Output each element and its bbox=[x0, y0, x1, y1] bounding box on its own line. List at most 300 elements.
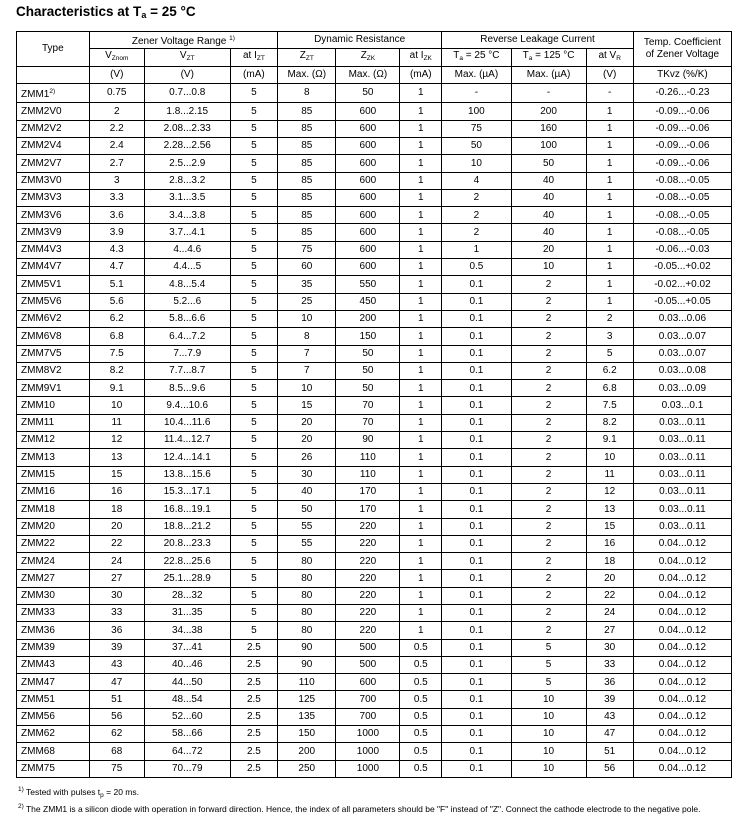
zzt-cell: 85 bbox=[278, 137, 336, 154]
ir125-cell: 100 bbox=[511, 137, 586, 154]
zzt-cell: 10 bbox=[278, 380, 336, 397]
izk-cell: 0.5 bbox=[400, 639, 442, 656]
table-row bbox=[17, 259, 732, 276]
vr-cell: 16 bbox=[586, 535, 633, 552]
zzk-cell: 200 bbox=[336, 310, 400, 327]
ir25-cell: 0.1 bbox=[442, 328, 511, 345]
header-ir25-main: T bbox=[453, 49, 460, 61]
type-label: ZMM16 bbox=[21, 486, 55, 498]
unit-cell: (mA) bbox=[230, 66, 277, 83]
vzt-cell: 64...72 bbox=[144, 743, 230, 760]
vr-cell: 12 bbox=[586, 483, 633, 500]
header-izk-main: at I bbox=[409, 49, 424, 61]
izk-cell: 1 bbox=[400, 501, 442, 518]
tk-cell: 0.03...0.09 bbox=[633, 380, 731, 397]
ir125-cell: 2 bbox=[511, 293, 586, 310]
type-label: ZMM4V7 bbox=[21, 261, 62, 273]
zzk-cell: 600 bbox=[336, 155, 400, 172]
type-cell bbox=[17, 172, 90, 189]
vzt-cell: 58...66 bbox=[144, 726, 230, 743]
ir125-cell: 2 bbox=[511, 328, 586, 345]
zzt-cell: 90 bbox=[278, 656, 336, 673]
type-label: ZMM3V0 bbox=[21, 174, 62, 186]
vnom-cell: 22 bbox=[89, 535, 144, 552]
izk-cell: 1 bbox=[400, 553, 442, 570]
tk-cell: 0.04...0.12 bbox=[633, 691, 731, 708]
header-izk-sub: ZK bbox=[423, 54, 432, 62]
tk-cell: 0.03...0.1 bbox=[633, 397, 731, 414]
zzt-cell: 80 bbox=[278, 570, 336, 587]
table-row bbox=[17, 328, 732, 345]
vnom-cell: 6.8 bbox=[89, 328, 144, 345]
ir125-cell: 2 bbox=[511, 518, 586, 535]
vzt-cell: 9.4...10.6 bbox=[144, 397, 230, 414]
type-cell bbox=[17, 310, 90, 327]
header-zzk bbox=[336, 49, 400, 66]
tk-cell: 0.04...0.12 bbox=[633, 743, 731, 760]
ir25-cell: 0.1 bbox=[442, 639, 511, 656]
ir125-cell: 2 bbox=[511, 466, 586, 483]
vr-cell: 18 bbox=[586, 553, 633, 570]
type-label: ZMM20 bbox=[21, 520, 55, 532]
zzt-cell: 85 bbox=[278, 103, 336, 120]
izt-cell: 2.5 bbox=[230, 656, 277, 673]
vr-cell: 1 bbox=[586, 103, 633, 120]
type-label: ZMM4V3 bbox=[21, 244, 62, 256]
ir125-cell: 2 bbox=[511, 449, 586, 466]
ir125-cell: 10 bbox=[511, 259, 586, 276]
table-row bbox=[17, 587, 732, 604]
zzk-cell: 500 bbox=[336, 639, 400, 656]
zzk-cell: 600 bbox=[336, 224, 400, 241]
ir25-cell: 1 bbox=[442, 241, 511, 258]
type-label: ZMM43 bbox=[21, 659, 55, 671]
zzt-cell: 7 bbox=[278, 345, 336, 362]
type-cell bbox=[17, 726, 90, 743]
table-row bbox=[17, 656, 732, 673]
type-cell bbox=[17, 155, 90, 172]
ir125-cell: 2 bbox=[511, 501, 586, 518]
ir125-cell: 2 bbox=[511, 483, 586, 500]
izt-cell: 5 bbox=[230, 259, 277, 276]
table-row bbox=[17, 743, 732, 760]
zzk-cell: 600 bbox=[336, 172, 400, 189]
type-label: ZMM75 bbox=[21, 763, 55, 775]
table-row bbox=[17, 276, 732, 293]
izt-cell: 5 bbox=[230, 622, 277, 639]
vr-cell: 1 bbox=[586, 120, 633, 137]
type-label: ZMM5V6 bbox=[21, 296, 62, 308]
vr-cell: 3 bbox=[586, 328, 633, 345]
zzt-cell: 200 bbox=[278, 743, 336, 760]
izk-cell: 1 bbox=[400, 345, 442, 362]
type-label: ZMM47 bbox=[21, 676, 55, 688]
type-label: ZMM3V3 bbox=[21, 192, 62, 204]
unit-cell: Max. (µA) bbox=[511, 66, 586, 83]
vr-cell: 56 bbox=[586, 760, 633, 777]
vzt-cell: 7.7...8.7 bbox=[144, 362, 230, 379]
type-label: ZMM36 bbox=[21, 624, 55, 636]
type-cell bbox=[17, 276, 90, 293]
zzk-cell: 110 bbox=[336, 449, 400, 466]
ir125-cell: 5 bbox=[511, 639, 586, 656]
izk-cell: 1 bbox=[400, 605, 442, 622]
izk-cell: 1 bbox=[400, 328, 442, 345]
vzt-cell: 2.8...3.2 bbox=[144, 172, 230, 189]
footnote-1-mark: 1) bbox=[18, 786, 24, 793]
table-row bbox=[17, 518, 732, 535]
zzt-cell: 85 bbox=[278, 224, 336, 241]
vzt-cell: 4.8...5.4 bbox=[144, 276, 230, 293]
ir125-cell: 10 bbox=[511, 760, 586, 777]
tk-cell: -0.08...-0.05 bbox=[633, 172, 731, 189]
footnote-2-mark: 2) bbox=[18, 803, 24, 810]
izt-cell: 5 bbox=[230, 345, 277, 362]
type-cell bbox=[17, 120, 90, 137]
izk-cell: 1 bbox=[400, 414, 442, 431]
unit-cell: Max. (Ω) bbox=[278, 66, 336, 83]
ir25-cell: 2 bbox=[442, 224, 511, 241]
vnom-cell: 20 bbox=[89, 518, 144, 535]
vnom-cell: 56 bbox=[89, 708, 144, 725]
vr-cell: - bbox=[586, 83, 633, 103]
vzt-cell: 7...7.9 bbox=[144, 345, 230, 362]
type-cell bbox=[17, 605, 90, 622]
vzt-cell: 70...79 bbox=[144, 760, 230, 777]
zzk-cell: 220 bbox=[336, 587, 400, 604]
zzk-cell: 220 bbox=[336, 535, 400, 552]
zzk-cell: 220 bbox=[336, 605, 400, 622]
vnom-cell: 2.4 bbox=[89, 137, 144, 154]
header-ir125-sub: a bbox=[528, 54, 533, 62]
title-prefix: Characteristics at T bbox=[16, 4, 142, 19]
type-cell bbox=[17, 293, 90, 310]
zzk-cell: 50 bbox=[336, 380, 400, 397]
ir25-cell: 0.1 bbox=[442, 293, 511, 310]
tk-cell: -0.08...-0.05 bbox=[633, 189, 731, 206]
ir25-cell: 0.1 bbox=[442, 501, 511, 518]
izt-cell: 5 bbox=[230, 241, 277, 258]
zzk-cell: 220 bbox=[336, 553, 400, 570]
type-label: ZMM30 bbox=[21, 590, 55, 602]
type-cell bbox=[17, 743, 90, 760]
ir25-cell: 4 bbox=[442, 172, 511, 189]
unit-cell: (V) bbox=[144, 66, 230, 83]
ir125-cell: 2 bbox=[511, 432, 586, 449]
tk-cell: -0.08...-0.05 bbox=[633, 207, 731, 224]
zzk-cell: 50 bbox=[336, 345, 400, 362]
table-row bbox=[17, 224, 732, 241]
tk-cell: 0.04...0.12 bbox=[633, 605, 731, 622]
ir25-cell: 2 bbox=[442, 207, 511, 224]
type-footnote-mark: 2) bbox=[49, 87, 56, 95]
header-dynamic-resistance: Dynamic Resistance bbox=[278, 32, 442, 49]
zzk-cell: 170 bbox=[336, 483, 400, 500]
ir125-cell: 40 bbox=[511, 207, 586, 224]
vr-cell: 1 bbox=[586, 207, 633, 224]
zzk-cell: 220 bbox=[336, 570, 400, 587]
izk-cell: 1 bbox=[400, 207, 442, 224]
type-cell bbox=[17, 674, 90, 691]
ir125-cell: 2 bbox=[511, 570, 586, 587]
vr-cell: 11 bbox=[586, 466, 633, 483]
title-suffix: = 25 °C bbox=[146, 4, 196, 19]
izk-cell: 1 bbox=[400, 137, 442, 154]
vzt-cell: 1.8...2.15 bbox=[144, 103, 230, 120]
ir125-cell: 2 bbox=[511, 362, 586, 379]
izk-cell: 0.5 bbox=[400, 691, 442, 708]
type-cell bbox=[17, 397, 90, 414]
tk-cell: 0.04...0.12 bbox=[633, 570, 731, 587]
type-cell bbox=[17, 483, 90, 500]
ir125-cell: 2 bbox=[511, 605, 586, 622]
vzt-cell: 5.2...6 bbox=[144, 293, 230, 310]
vzt-cell: 16.8...19.1 bbox=[144, 501, 230, 518]
izk-cell: 1 bbox=[400, 518, 442, 535]
tk-cell: -0.05...+0.05 bbox=[633, 293, 731, 310]
zzt-cell: 55 bbox=[278, 535, 336, 552]
zzt-cell: 7 bbox=[278, 362, 336, 379]
vr-cell: 10 bbox=[586, 449, 633, 466]
type-cell bbox=[17, 207, 90, 224]
vr-cell: 1 bbox=[586, 241, 633, 258]
vzt-cell: 2.08...2.33 bbox=[144, 120, 230, 137]
header-type: Type bbox=[17, 32, 90, 67]
header-vznom bbox=[89, 49, 144, 66]
zzk-cell: 600 bbox=[336, 103, 400, 120]
table-body bbox=[17, 83, 732, 777]
vzt-cell: 48...54 bbox=[144, 691, 230, 708]
zzt-cell: 15 bbox=[278, 397, 336, 414]
zzk-cell: 70 bbox=[336, 397, 400, 414]
ir25-cell: 0.1 bbox=[442, 760, 511, 777]
type-label: ZMM15 bbox=[21, 469, 55, 481]
izt-cell: 5 bbox=[230, 501, 277, 518]
footnote-1 bbox=[18, 784, 738, 801]
type-cell bbox=[17, 362, 90, 379]
ir125-cell: 10 bbox=[511, 726, 586, 743]
vnom-cell: 12 bbox=[89, 432, 144, 449]
vnom-cell: 4.7 bbox=[89, 259, 144, 276]
table-row bbox=[17, 241, 732, 258]
ir25-cell: 0.1 bbox=[442, 397, 511, 414]
vr-cell: 7.5 bbox=[586, 397, 633, 414]
ir25-cell: 0.1 bbox=[442, 362, 511, 379]
zzt-cell: 40 bbox=[278, 483, 336, 500]
table-row bbox=[17, 553, 732, 570]
izk-cell: 1 bbox=[400, 103, 442, 120]
type-cell bbox=[17, 189, 90, 206]
izk-cell: 1 bbox=[400, 535, 442, 552]
ir25-cell: 0.1 bbox=[442, 518, 511, 535]
vnom-cell: 4.3 bbox=[89, 241, 144, 258]
type-label: ZMM9V1 bbox=[21, 382, 62, 394]
header-izt-main: at I bbox=[242, 49, 257, 61]
zzt-cell: 55 bbox=[278, 518, 336, 535]
zzk-cell: 220 bbox=[336, 518, 400, 535]
type-label: ZMM39 bbox=[21, 641, 55, 653]
table-row bbox=[17, 501, 732, 518]
izk-cell: 1 bbox=[400, 172, 442, 189]
vr-cell: 6.8 bbox=[586, 380, 633, 397]
ir125-cell: - bbox=[511, 83, 586, 103]
ir25-cell: 50 bbox=[442, 137, 511, 154]
ir25-cell: 0.1 bbox=[442, 466, 511, 483]
vr-cell: 27 bbox=[586, 622, 633, 639]
zzt-cell: 26 bbox=[278, 449, 336, 466]
izt-cell: 5 bbox=[230, 397, 277, 414]
vzt-cell: 18.8...21.2 bbox=[144, 518, 230, 535]
type-cell bbox=[17, 691, 90, 708]
type-cell bbox=[17, 639, 90, 656]
type-label: ZMM24 bbox=[21, 555, 55, 567]
footnote-1-text-end: = 20 ms. bbox=[103, 787, 139, 797]
table-row bbox=[17, 362, 732, 379]
vr-cell: 1 bbox=[586, 172, 633, 189]
zzk-cell: 50 bbox=[336, 362, 400, 379]
type-cell bbox=[17, 535, 90, 552]
ir125-cell: 2 bbox=[511, 276, 586, 293]
table-row bbox=[17, 605, 732, 622]
izk-cell: 1 bbox=[400, 189, 442, 206]
type-label: ZMM7V5 bbox=[21, 347, 62, 359]
izt-cell: 2.5 bbox=[230, 639, 277, 656]
ir125-cell: 2 bbox=[511, 414, 586, 431]
ir25-cell: 0.1 bbox=[442, 310, 511, 327]
zzt-cell: 35 bbox=[278, 276, 336, 293]
izk-cell: 1 bbox=[400, 466, 442, 483]
type-cell bbox=[17, 432, 90, 449]
vr-cell: 1 bbox=[586, 137, 633, 154]
vnom-cell: 3.3 bbox=[89, 189, 144, 206]
vr-cell: 1 bbox=[586, 276, 633, 293]
tk-cell: 0.03...0.11 bbox=[633, 518, 731, 535]
tk-cell: -0.09...-0.06 bbox=[633, 137, 731, 154]
type-label: ZMM2V7 bbox=[21, 157, 62, 169]
type-label: ZMM11 bbox=[21, 417, 55, 429]
unit-cell: TKvz (%/K) bbox=[633, 66, 731, 83]
type-label: ZMM6V2 bbox=[21, 313, 62, 325]
type-cell bbox=[17, 328, 90, 345]
zzt-cell: 20 bbox=[278, 432, 336, 449]
tk-cell: -0.02...+0.02 bbox=[633, 276, 731, 293]
type-cell bbox=[17, 345, 90, 362]
table-header bbox=[17, 32, 732, 84]
tk-cell: 0.03...0.07 bbox=[633, 328, 731, 345]
vzt-cell: 0.7...0.8 bbox=[144, 83, 230, 103]
vr-cell: 20 bbox=[586, 570, 633, 587]
ir125-cell: 2 bbox=[511, 535, 586, 552]
izt-cell: 5 bbox=[230, 466, 277, 483]
table-row bbox=[17, 708, 732, 725]
vnom-cell: 6.2 bbox=[89, 310, 144, 327]
izk-cell: 1 bbox=[400, 587, 442, 604]
table-row bbox=[17, 674, 732, 691]
zzt-cell: 150 bbox=[278, 726, 336, 743]
table-row bbox=[17, 120, 732, 137]
header-ir125-rest: = 125 °C bbox=[532, 49, 575, 61]
table-row bbox=[17, 83, 732, 103]
izk-cell: 0.5 bbox=[400, 760, 442, 777]
tk-cell: -0.09...-0.06 bbox=[633, 155, 731, 172]
zzt-cell: 8 bbox=[278, 83, 336, 103]
zzt-cell: 90 bbox=[278, 639, 336, 656]
type-cell bbox=[17, 83, 90, 103]
header-ir125-main: T bbox=[522, 49, 529, 61]
vr-cell: 51 bbox=[586, 743, 633, 760]
type-cell bbox=[17, 241, 90, 258]
ir25-cell: 75 bbox=[442, 120, 511, 137]
izt-cell: 5 bbox=[230, 587, 277, 604]
ir125-cell: 5 bbox=[511, 656, 586, 673]
ir125-cell: 2 bbox=[511, 345, 586, 362]
tk-cell: -0.08...-0.05 bbox=[633, 224, 731, 241]
vnom-cell: 7.5 bbox=[89, 345, 144, 362]
type-label: ZMM13 bbox=[21, 451, 55, 463]
vnom-cell: 2.7 bbox=[89, 155, 144, 172]
zzk-cell: 600 bbox=[336, 674, 400, 691]
vr-cell: 15 bbox=[586, 518, 633, 535]
table-row bbox=[17, 137, 732, 154]
izt-cell: 5 bbox=[230, 570, 277, 587]
ir25-cell: 0.1 bbox=[442, 743, 511, 760]
unit-cell: (V) bbox=[89, 66, 144, 83]
type-cell bbox=[17, 466, 90, 483]
vzt-cell: 10.4...11.6 bbox=[144, 414, 230, 431]
characteristics-table bbox=[16, 31, 732, 778]
type-cell bbox=[17, 587, 90, 604]
ir125-cell: 40 bbox=[511, 224, 586, 241]
izt-cell: 5 bbox=[230, 103, 277, 120]
footnotes bbox=[18, 784, 738, 815]
type-cell bbox=[17, 553, 90, 570]
type-cell bbox=[17, 708, 90, 725]
izt-cell: 5 bbox=[230, 518, 277, 535]
vzt-cell: 15.3...17.1 bbox=[144, 483, 230, 500]
vnom-cell: 2.2 bbox=[89, 120, 144, 137]
vr-cell: 5 bbox=[586, 345, 633, 362]
vnom-cell: 33 bbox=[89, 605, 144, 622]
vnom-cell: 39 bbox=[89, 639, 144, 656]
tk-cell: 0.04...0.12 bbox=[633, 639, 731, 656]
vzt-cell: 40...46 bbox=[144, 656, 230, 673]
vnom-cell: 15 bbox=[89, 466, 144, 483]
type-cell bbox=[17, 760, 90, 777]
type-cell bbox=[17, 622, 90, 639]
type-label: ZMM56 bbox=[21, 711, 55, 723]
type-label: ZMM27 bbox=[21, 572, 55, 584]
tk-cell: 0.03...0.11 bbox=[633, 414, 731, 431]
table-row bbox=[17, 310, 732, 327]
ir125-cell: 10 bbox=[511, 708, 586, 725]
izt-cell: 5 bbox=[230, 483, 277, 500]
vnom-cell: 30 bbox=[89, 587, 144, 604]
tk-cell: 0.04...0.12 bbox=[633, 656, 731, 673]
ir25-cell: 0.1 bbox=[442, 535, 511, 552]
vnom-cell: 36 bbox=[89, 622, 144, 639]
type-cell bbox=[17, 414, 90, 431]
vnom-cell: 8.2 bbox=[89, 362, 144, 379]
zzt-cell: 85 bbox=[278, 155, 336, 172]
vnom-cell: 9.1 bbox=[89, 380, 144, 397]
zzk-cell: 600 bbox=[336, 120, 400, 137]
izt-cell: 2.5 bbox=[230, 691, 277, 708]
header-units-row bbox=[17, 66, 732, 83]
ir125-cell: 2 bbox=[511, 587, 586, 604]
zzt-cell: 80 bbox=[278, 622, 336, 639]
tk-cell: 0.03...0.08 bbox=[633, 362, 731, 379]
ir25-cell: 0.1 bbox=[442, 380, 511, 397]
